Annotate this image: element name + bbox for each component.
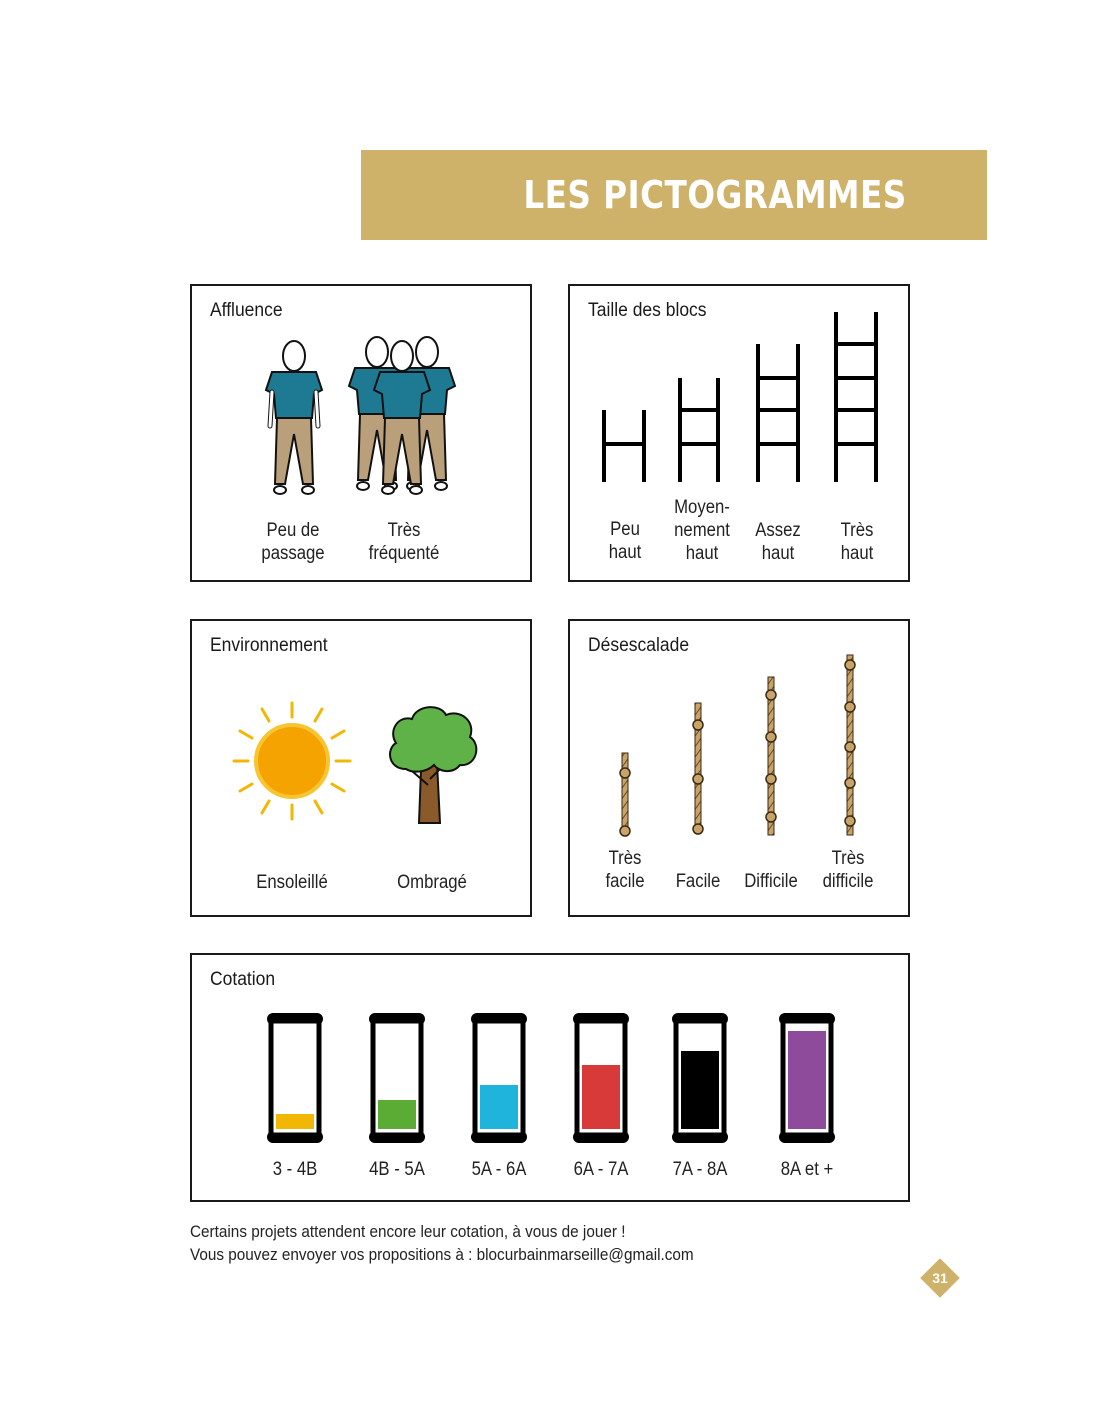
rope-very-long-icon bbox=[845, 655, 855, 835]
grade-tube-icon bbox=[467, 1011, 531, 1147]
page-number: 31 bbox=[932, 1270, 948, 1286]
grade-label: 6A - 7A bbox=[573, 1159, 629, 1180]
grade-tube-icon bbox=[263, 1011, 327, 1147]
footnote bbox=[190, 1220, 694, 1266]
grade-fill bbox=[582, 1065, 620, 1129]
label-ensoleille: Ensoleillé bbox=[256, 872, 328, 893]
card-desescalade bbox=[568, 619, 910, 917]
footnote-line-2: Vous pouvez envoyer vos propositions à : blocurbainmarseille@gmail.com bbox=[190, 1245, 694, 1264]
grade-label: 3 - 4B bbox=[272, 1159, 318, 1180]
label-assez-haut: Assez haut bbox=[755, 520, 801, 564]
grade-label: 5A - 6A bbox=[471, 1159, 527, 1180]
grade-fill bbox=[788, 1031, 826, 1129]
grade-label: 7A - 8A bbox=[672, 1159, 728, 1180]
sun-icon bbox=[232, 701, 352, 821]
rope-medium-icon bbox=[693, 703, 703, 834]
label-peu-de-passage: Peu de passage bbox=[261, 520, 325, 564]
page-number-badge bbox=[920, 1258, 960, 1298]
card-environnement bbox=[190, 619, 532, 917]
rope-short-icon bbox=[620, 753, 630, 836]
card-title-affluence: Affluence bbox=[210, 300, 283, 321]
grade-fill bbox=[681, 1051, 719, 1129]
card-title-taille: Taille des blocs bbox=[588, 300, 707, 321]
label-peu-haut: Peu haut bbox=[608, 519, 642, 563]
grade-label: 4B - 5A bbox=[369, 1159, 425, 1180]
ladder-2-rung-icon bbox=[680, 378, 718, 482]
card-affluence bbox=[190, 284, 532, 582]
rope-long-icon bbox=[766, 677, 776, 835]
grade-tube-icon bbox=[668, 1011, 732, 1147]
grade-fill bbox=[480, 1085, 518, 1129]
label-tres-frequente: Très fréquenté bbox=[368, 520, 440, 564]
tree-icon bbox=[386, 701, 480, 827]
grade-tube-icon bbox=[365, 1011, 429, 1147]
label-tres-difficile: Très difficile bbox=[822, 848, 874, 892]
card-title-cotation: Cotation bbox=[210, 969, 276, 990]
ladder-1-rung-icon bbox=[604, 410, 644, 482]
ladder-4-rung-icon bbox=[836, 312, 876, 482]
label-tres-haut: Très haut bbox=[840, 520, 874, 564]
label-moyennement-haut: Moyen- nement haut bbox=[674, 497, 730, 564]
page-title: LES PICTOGRAMMES bbox=[523, 173, 907, 217]
person-group-icon bbox=[192, 286, 534, 584]
grade-tube-icon bbox=[775, 1011, 839, 1147]
label-facile: Facile bbox=[675, 871, 721, 892]
label-tres-facile: Très facile bbox=[605, 848, 645, 892]
footnote-line-1: Certains projets attendent encore leur cotation, à vous de jouer ! bbox=[190, 1222, 626, 1241]
grade-label: 8A et + bbox=[780, 1159, 834, 1180]
label-difficile: Difficile bbox=[744, 871, 798, 892]
grade-tube-icon bbox=[569, 1011, 633, 1147]
ladder-3-rung-icon bbox=[758, 344, 798, 482]
card-taille-des-blocs bbox=[568, 284, 910, 582]
grade-fill bbox=[378, 1100, 416, 1129]
card-title-desescalade: Désescalade bbox=[588, 635, 690, 656]
card-title-environnement: Environnement bbox=[210, 635, 328, 656]
card-cotation bbox=[190, 953, 910, 1202]
title-banner bbox=[361, 150, 987, 240]
grade-fill bbox=[276, 1114, 314, 1129]
label-ombrage: Ombragé bbox=[397, 872, 467, 893]
